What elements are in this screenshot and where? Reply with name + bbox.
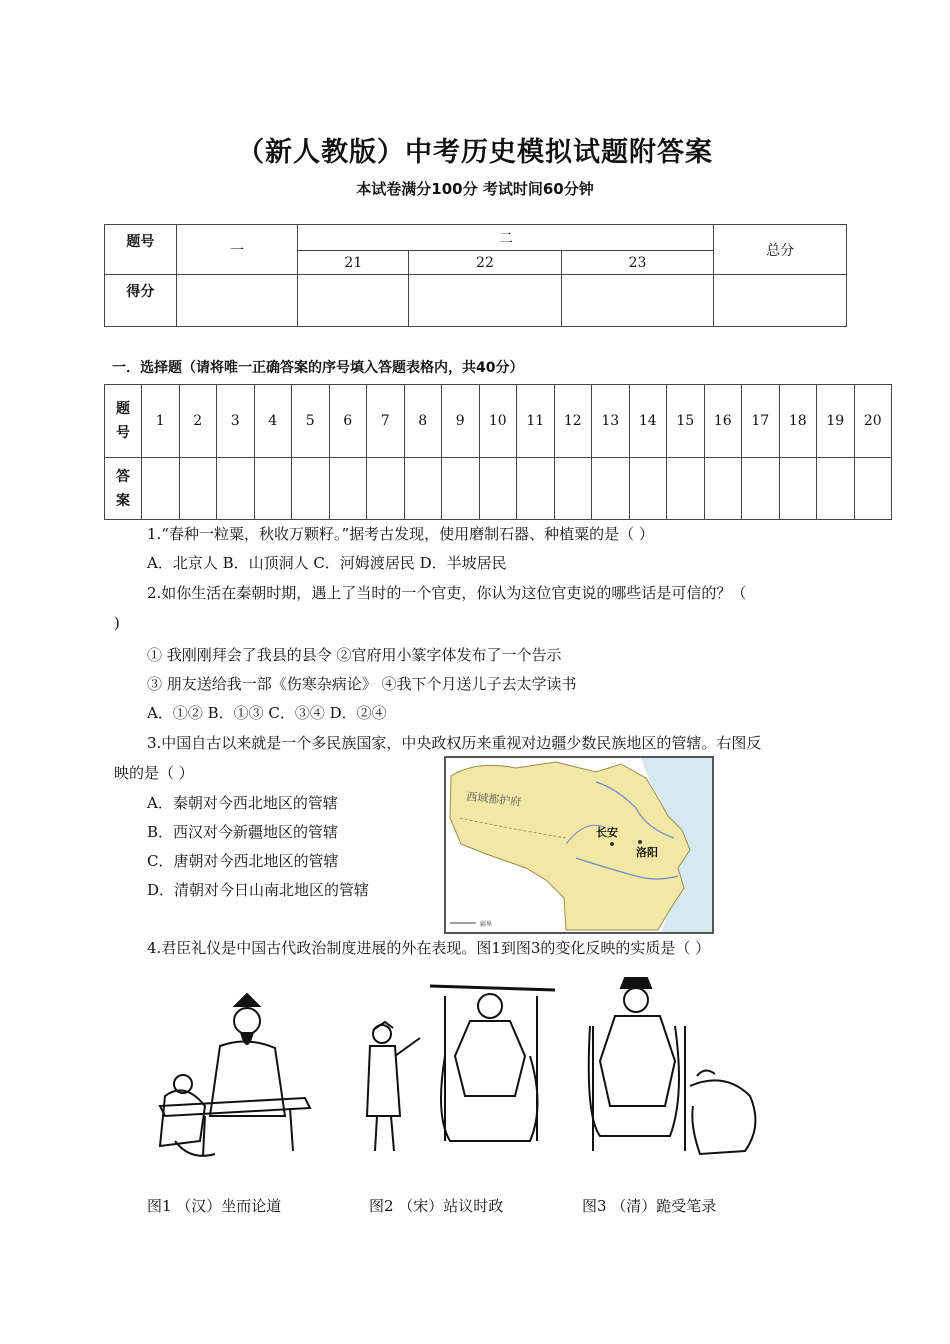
score-cell-22[interactable] [409,275,562,327]
question-number-cell: 14 [629,385,667,458]
answer-cell[interactable] [854,458,892,520]
question-number-cell: 6 [329,385,367,458]
question-number-cell: 1 [142,385,180,458]
page-subtitle: 本试卷满分100分 考试时间60分钟 [356,180,594,198]
answer-cell[interactable] [592,458,630,520]
q2-line1: ① 我刚刚拜会了我县的县令 ②官府用小篆字体发布了一个告示 [147,646,562,664]
q1-options: A．北京人 B．山顶洞人 C．河姆渡居民 D．半坡居民 [147,554,507,572]
question-number-cell: 18 [779,385,817,458]
answer-cell[interactable] [329,458,367,520]
han-dynasty-map [444,756,714,934]
score-cell-21[interactable] [298,275,409,327]
question-number-cell: 17 [742,385,780,458]
q2-stem-cont: ) [114,614,120,632]
answer-cell[interactable] [367,458,405,520]
answer-cell[interactable] [142,458,180,520]
map-label-luoyang: 洛阳 [636,846,658,859]
score-cell-yi[interactable] [176,275,298,327]
question-number-cell: 15 [667,385,705,458]
question-number-cell: 11 [517,385,555,458]
score-header-21: 21 [298,251,409,275]
answer-cell[interactable] [179,458,217,520]
map-drawing [446,758,712,932]
map-legend: 疆界 [480,921,493,928]
question-number-cell: 19 [817,385,855,458]
question-number-cell: 3 [217,385,255,458]
answer-cell[interactable] [217,458,255,520]
etiquette-figures [145,966,765,1171]
map-label-changan: 长安 [596,826,618,839]
score-header-yi: 一 [176,225,298,275]
score-cell-total[interactable] [714,275,847,327]
answer-cell[interactable] [517,458,555,520]
score-row-defen: 得分 [105,275,177,327]
question-number-cell: 13 [592,385,630,458]
q3-stem-cont: 映的是（ ） [114,764,194,782]
question-number-cell: 4 [254,385,292,458]
answer-cell[interactable] [779,458,817,520]
score-header-23: 23 [561,251,714,275]
answer-cell[interactable] [704,458,742,520]
q1-stem: 1.“春种一粒粟，秋收万颗籽。”据考古发现，使用磨制石器、种植粟的是（ ） [147,525,654,543]
answer-cell[interactable] [404,458,442,520]
q3-option-c: C．唐朝对今西北地区的管辖 [147,852,339,870]
figure2-caption: 图2 （宋）站议时政 [369,1197,504,1215]
answer-header-char-2: 号 [116,425,130,441]
question-number-cell: 10 [479,385,517,458]
answer-cell[interactable] [667,458,705,520]
figure1-han-seated [160,994,310,1156]
question-number-cell: 20 [854,385,892,458]
question-number-cell: 12 [554,385,592,458]
score-header-22: 22 [409,251,562,275]
score-header-zongfen: 总分 [714,225,847,275]
answer-header-tihao [105,385,142,458]
section1-heading: 一．选择题（请将唯一正确答案的序号填入答题表格内，共40分） [112,360,524,376]
answer-cell[interactable] [629,458,667,520]
score-header-er: 二 [298,225,714,251]
figure3-qing-kneeling [589,978,756,1154]
question-number-cell: 5 [292,385,330,458]
answer-cell[interactable] [442,458,480,520]
q3-option-b: B．西汉对今新疆地区的管辖 [147,823,339,841]
question-number-cell: 7 [367,385,405,458]
question-number-cell: 9 [442,385,480,458]
question-number-cell: 8 [404,385,442,458]
answer-cell[interactable] [742,458,780,520]
figure3-caption: 图3 （清）跪受笔录 [582,1197,717,1215]
answer-cell[interactable] [554,458,592,520]
answer-cell[interactable] [254,458,292,520]
figure-drawings [145,966,765,1171]
answer-table [104,384,892,520]
q2-stem: 2.如你生活在秦朝时期，遇上了当时的一个官吏，你认为这位官吏说的哪些话是可信的？（ [147,584,747,602]
answer-cell[interactable] [292,458,330,520]
answer-header-daan [105,458,142,520]
q3-option-a: A．秦朝对今西北地区的管辖 [147,794,338,812]
score-table [104,224,847,327]
answer-header-char-1: 题 [116,401,130,417]
figure1-caption: 图1 （汉）坐而论道 [147,1197,282,1215]
score-header-tihao: 题号 [105,225,177,275]
question-number-cell: 2 [179,385,217,458]
q2-options: A．①② B．①③ C．③④ D．②④ [147,704,387,722]
page-title: （新人教版）中考历史模拟试题附答案 [237,137,713,168]
q3-stem: 3.中国自古以来就是一个多民族国家，中央政权历来重视对边疆少数民族地区的管辖。右图反 [147,734,762,752]
answer-cell[interactable] [479,458,517,520]
figure2-song-standing [367,986,555,1151]
q4-stem: 4.君臣礼仪是中国古代政治制度进展的外在表现。图1到图3的变化反映的实质是（ ） [147,939,711,957]
q3-option-d: D．清朝对今日山南北地区的管辖 [147,881,370,899]
answer-header-char-3: 答 [116,468,130,485]
map-label-region: 西域都护府 [465,790,522,809]
answer-cell[interactable] [817,458,855,520]
question-number-cell: 16 [704,385,742,458]
q2-line2: ③ 朋友送给我一部《伤寒杂病论》 ④我下个月送儿子去太学读书 [147,675,577,693]
answer-header-char-4: 案 [116,492,130,509]
score-cell-23[interactable] [561,275,714,327]
